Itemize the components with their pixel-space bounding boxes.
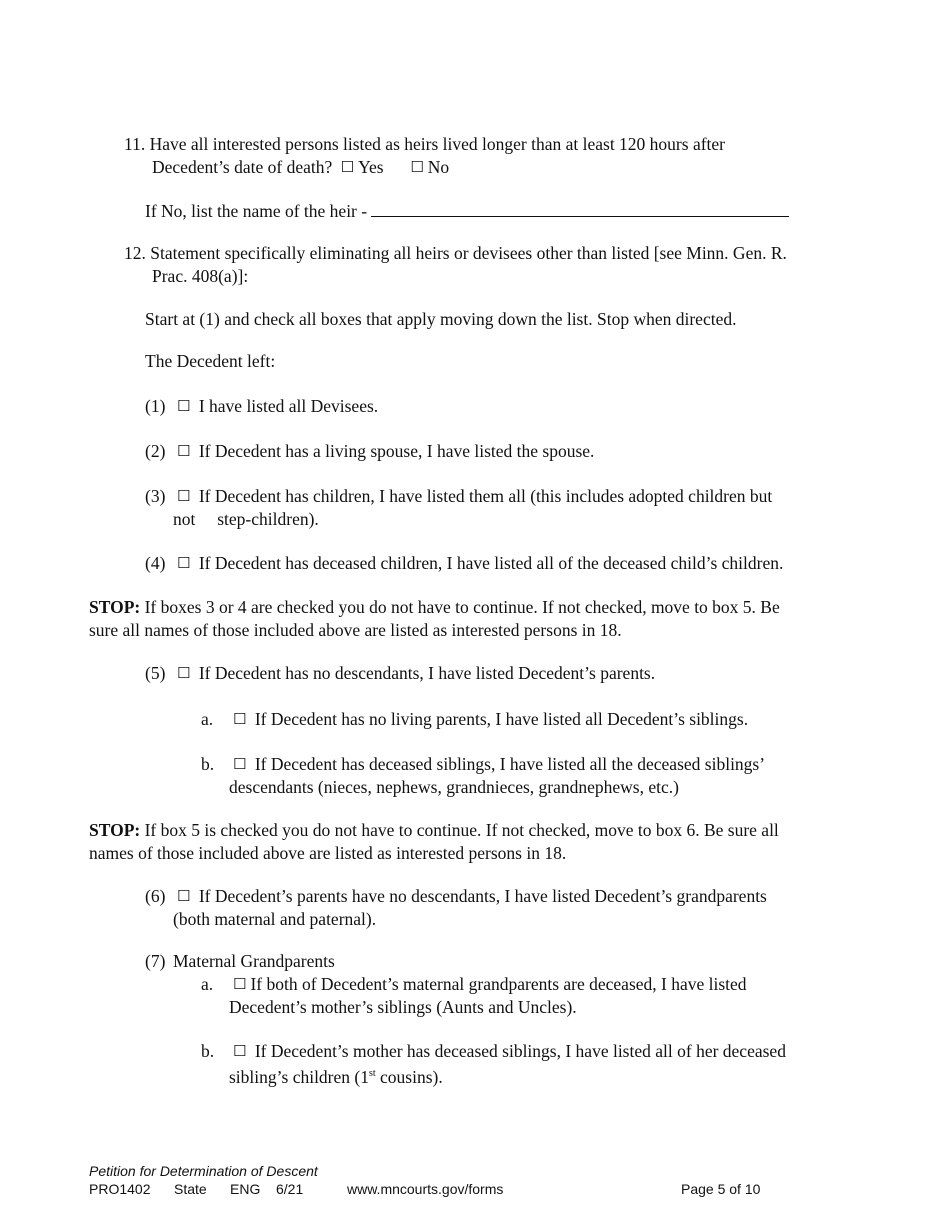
item-5b-checkbox[interactable]: ☐ [233,755,247,773]
q11-line1 [124,133,725,155]
item-1-checkbox[interactable]: ☐ [177,397,191,415]
item-2-checkbox[interactable]: ☐ [177,442,191,460]
item-7a-checkbox[interactable]: ☐ [233,975,247,993]
footer-url[interactable]: www.mncourts.gov/forms [347,1181,504,1197]
item-7b-letter: b. [201,1041,215,1061]
decedent-left: The Decedent left: [145,351,276,371]
stop-1-line2: sure all names of those included above are listed as interested persons in 18. [89,620,622,640]
stop-2-text: If box 5 is checked you do not have to continue. If not checked, move to box 6. Be sure all [144,820,779,840]
item-7b-text-a: sibling’s children (1 [229,1066,369,1087]
item-2-number: (2) [145,441,166,461]
q11-text: Have all interested persons listed as heirs lived longer than at least 120 hours after [149,134,725,154]
no-label: No [427,157,450,177]
item-1-number: (1) [145,396,166,416]
item-6-text: If Decedent’s parents have no descendants, I have listed Decedent’s grandparents [198,886,767,906]
item-6-text-cont: (both maternal and paternal). [173,909,377,929]
stop-2-label: STOP: [89,820,141,840]
q12-number: 12. [124,243,146,263]
item-5-number: (5) [145,663,166,683]
item-7b-checkbox[interactable]: ☐ [233,1042,247,1060]
item-5-text: If Decedent has no descendants, I have listed Decedent’s parents. [198,663,656,683]
q12-instruction: Start at (1) and check all boxes that apply moving down the list. Stop when directed. [145,309,737,329]
item-4-text: If Decedent has deceased children, I have listed all of the deceased child’s children. [198,553,784,573]
stop-1-line1 [89,596,780,618]
heir-name-field[interactable] [371,200,789,217]
item-6-checkbox[interactable]: ☐ [177,887,191,905]
item-7a-letter: a. [201,974,214,994]
footer-page-number: Page 5 of 10 [681,1181,761,1197]
stop-1-label: STOP: [89,597,141,617]
no-checkbox[interactable]: ☐ [410,158,424,176]
item-5b-text-cont: descendants (nieces, nephews, grandnieces, grandnephews, etc.) [229,777,679,797]
yes-checkbox[interactable]: ☐ [340,158,355,176]
item-7-text: Maternal Grandparents [173,951,335,971]
yes-label: Yes [358,157,384,177]
heir-name-row [145,200,789,222]
item-5 [145,662,655,685]
item-7a [201,973,747,996]
footer-language: ENG [230,1181,261,1197]
q11-line2 [152,156,449,179]
item-3-checkbox[interactable]: ☐ [177,487,191,505]
item-6 [145,885,767,908]
stop-2-line2: names of those included above are listed as interested persons in 18. [89,843,567,863]
item-3-text-cont: not step-children). [173,509,319,529]
item-4-checkbox[interactable]: ☐ [177,554,191,572]
footer-form-id: PRO1402 [89,1181,151,1197]
q12-line1 [124,242,787,264]
footer-jurisdiction: State [174,1181,207,1197]
item-7a-text-cont: Decedent’s mother’s siblings (Aunts and Uncles). [229,997,577,1017]
item-5a [201,708,748,731]
q12-line2: Prac. 408(a)]: [152,266,249,286]
item-4-number: (4) [145,553,166,573]
item-3-text: If Decedent has children, I have listed them all (this includes adopted children but [198,486,773,506]
item-7b-text-cont [229,1063,443,1088]
item-5b [201,753,765,776]
item-7 [145,950,335,972]
q11-question: Decedent’s date of death? [152,157,333,177]
item-5-checkbox[interactable]: ☐ [177,664,191,682]
item-7b [201,1040,786,1063]
item-1-text: I have listed all Devisees. [198,396,379,416]
item-2-text: If Decedent has a living spouse, I have listed the spouse. [198,441,595,461]
q12-text: Statement specifically eliminating all heirs or devisees other than listed [see Minn. Gen. R. [150,243,787,263]
item-7b-sup: st [368,1068,376,1079]
item-3-number: (3) [145,486,166,506]
item-7a-text: If both of Decedent’s maternal grandparents are deceased, I have listed [250,974,747,994]
stop-2-line1 [89,819,779,841]
item-2 [145,440,594,463]
q11-number: 11. [124,134,146,154]
footer-title: Petition for Determination of Descent [89,1163,318,1179]
item-7-number: (7) [145,951,166,971]
stop-1-text: If boxes 3 or 4 are checked you do not have to continue. If not checked, move to box 5. Be [144,597,780,617]
footer-revision: 6/21 [276,1181,304,1197]
item-1 [145,395,378,418]
item-5b-letter: b. [201,754,215,774]
item-7b-text-b: cousins). [375,1066,443,1087]
item-6-number: (6) [145,886,166,906]
item-7b-text: If Decedent’s mother has deceased siblings, I have listed all of her deceased [254,1041,786,1061]
item-5a-text: If Decedent has no living parents, I have listed all Decedent’s siblings. [254,709,749,729]
item-5a-letter: a. [201,709,214,729]
if-no-label: If No, list the name of the heir - [145,201,368,221]
item-5b-text: If Decedent has deceased siblings, I have listed all the deceased siblings’ [254,754,766,774]
item-5a-checkbox[interactable]: ☐ [233,710,247,728]
item-3 [145,485,772,508]
item-4 [145,552,783,575]
